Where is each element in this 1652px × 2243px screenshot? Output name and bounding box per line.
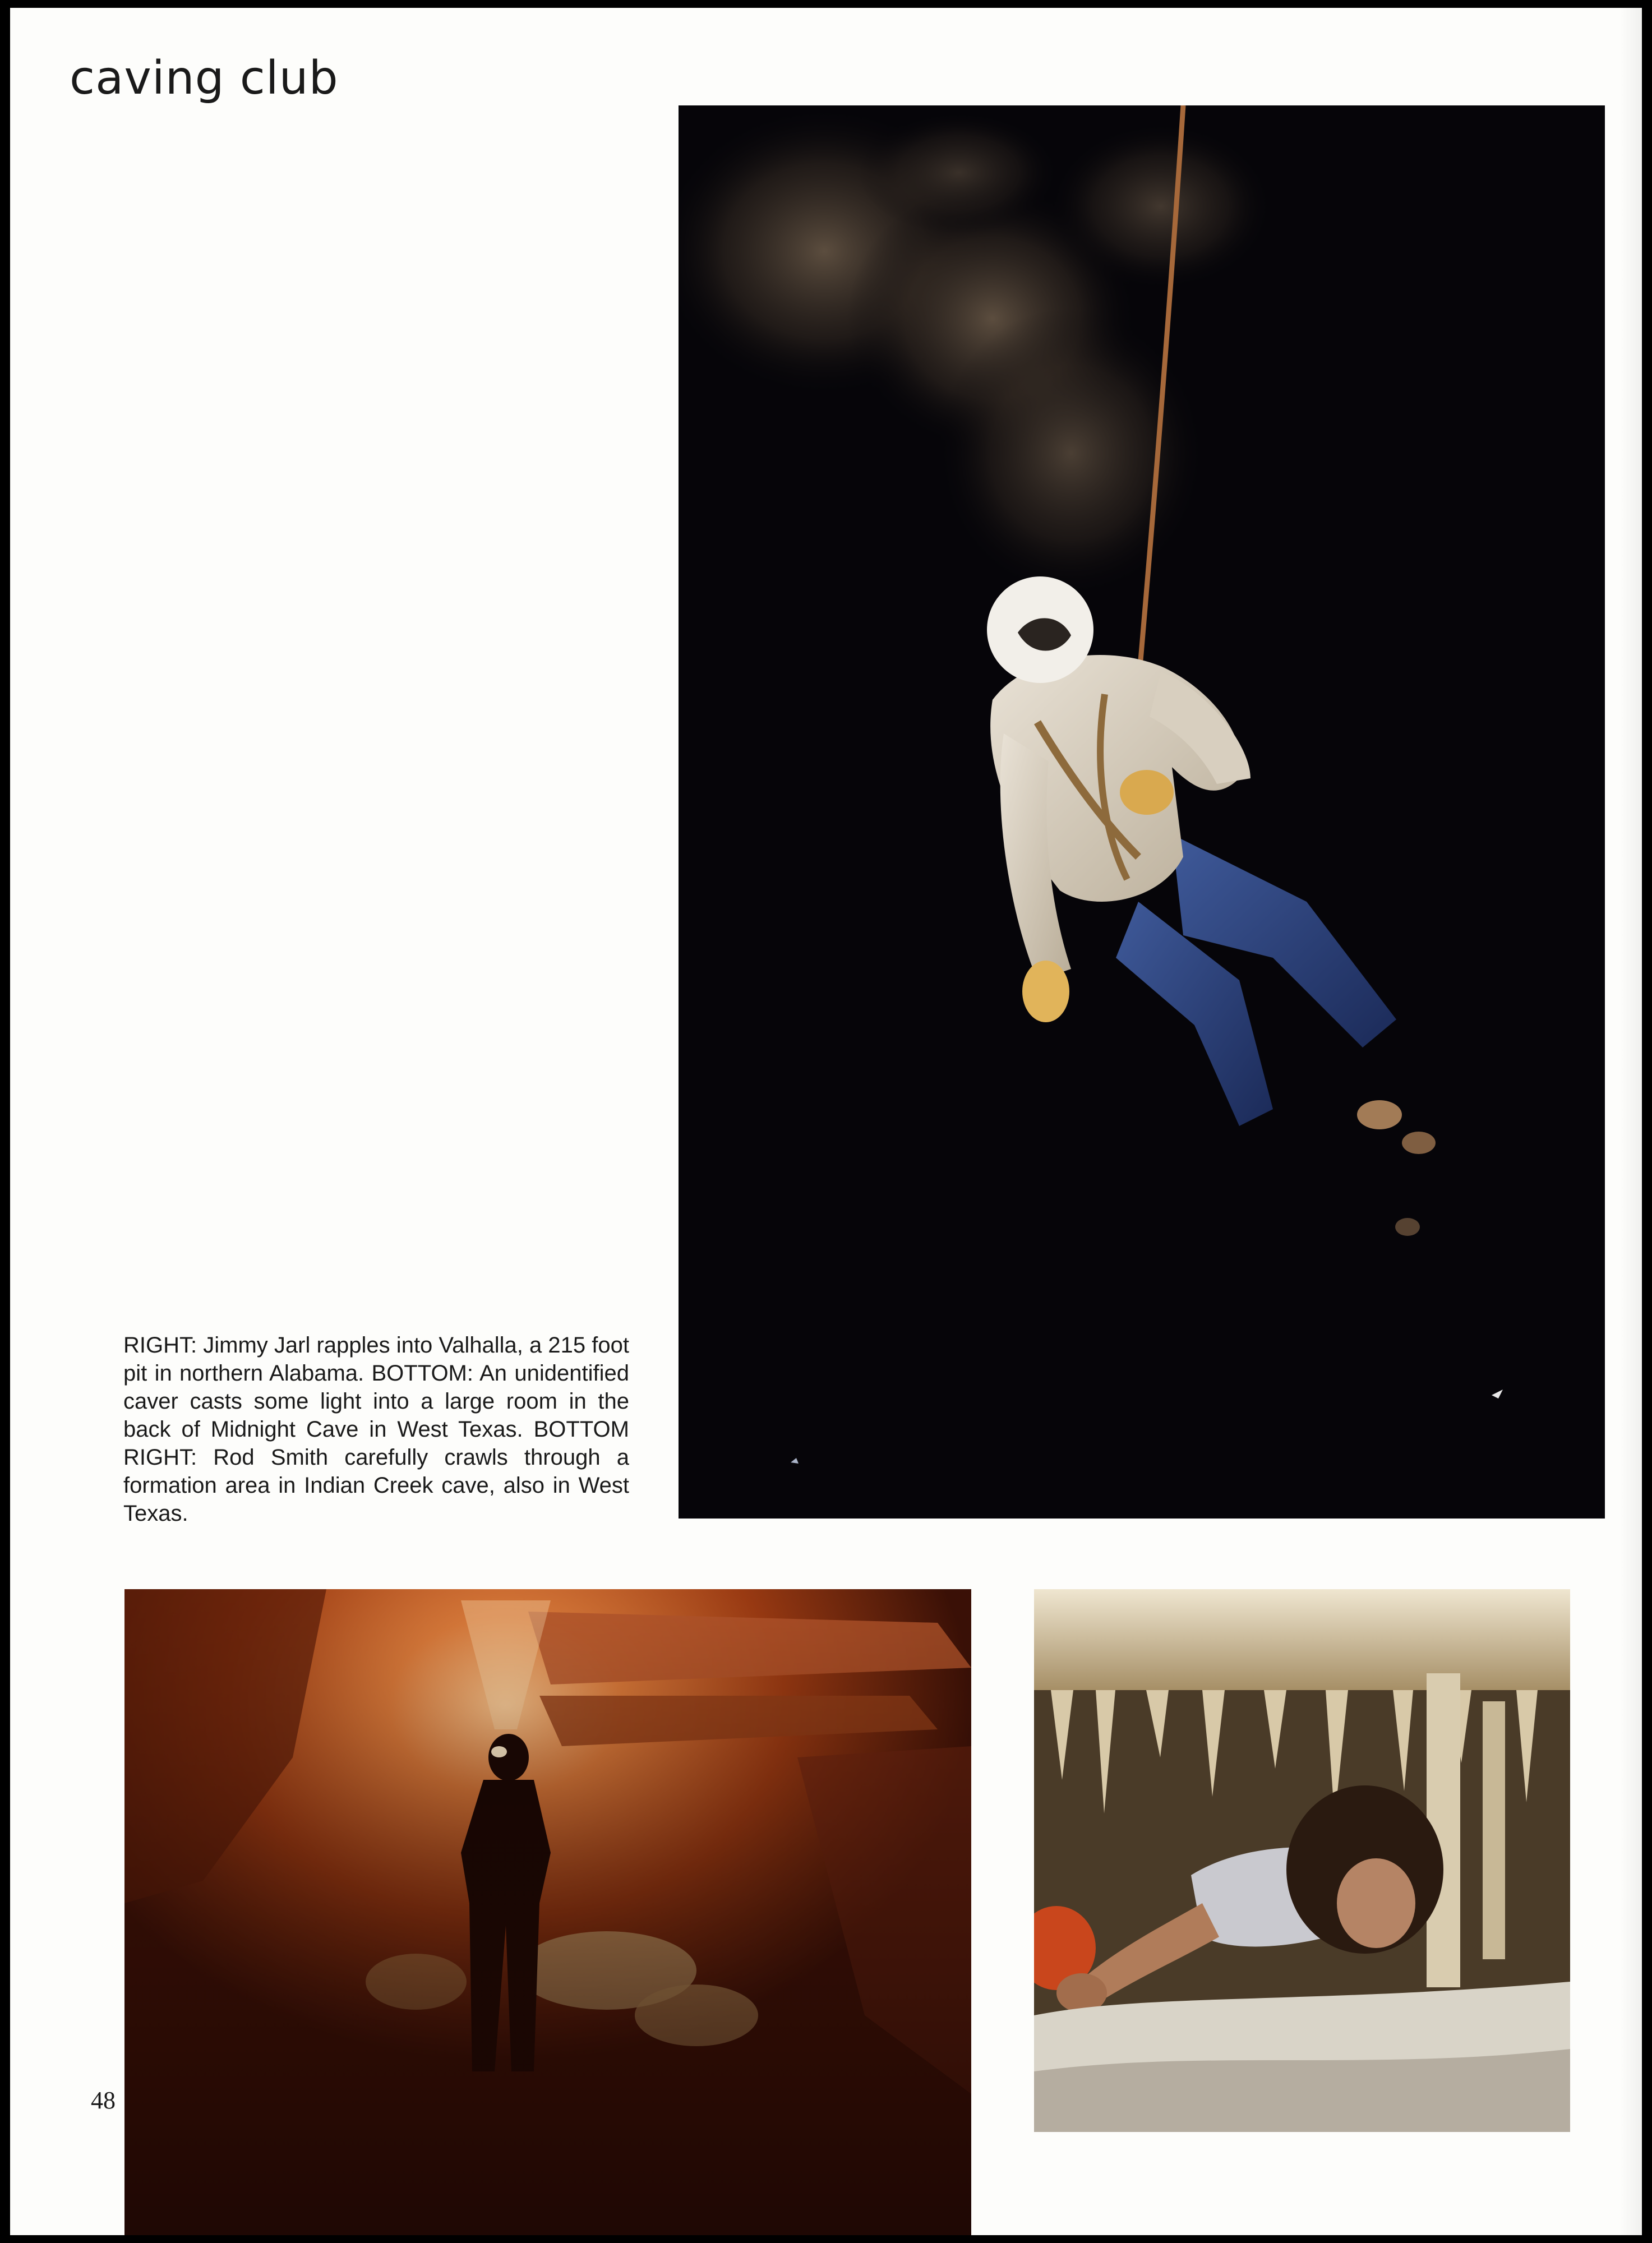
midnight-cave-illustration xyxy=(124,1589,971,2235)
page-title: caving club xyxy=(70,52,339,105)
page-number: 48 xyxy=(91,2087,116,2114)
yearbook-page xyxy=(10,8,1642,2235)
indian-creek-illustration xyxy=(1034,1589,1570,2132)
rappel-illustration xyxy=(679,105,1605,1519)
photo-midnight-cave xyxy=(124,1589,971,2235)
photo-indian-creek-cave xyxy=(1034,1589,1570,2132)
photo-rappel xyxy=(679,105,1605,1519)
photo-caption: RIGHT: Jimmy Jarl rapples into Valhalla, a 215 foot pit in northern Alabama. BOTTOM: An unidentified caver casts some light into a large room in the back of Midnight Cave in West Texas. BOTTOM RIGHT: Rod Smith carefully crawls through a formation area in Indian Creek cave, also in West Texas. xyxy=(123,1333,629,1526)
page-edge-shadow xyxy=(1619,8,1642,2235)
